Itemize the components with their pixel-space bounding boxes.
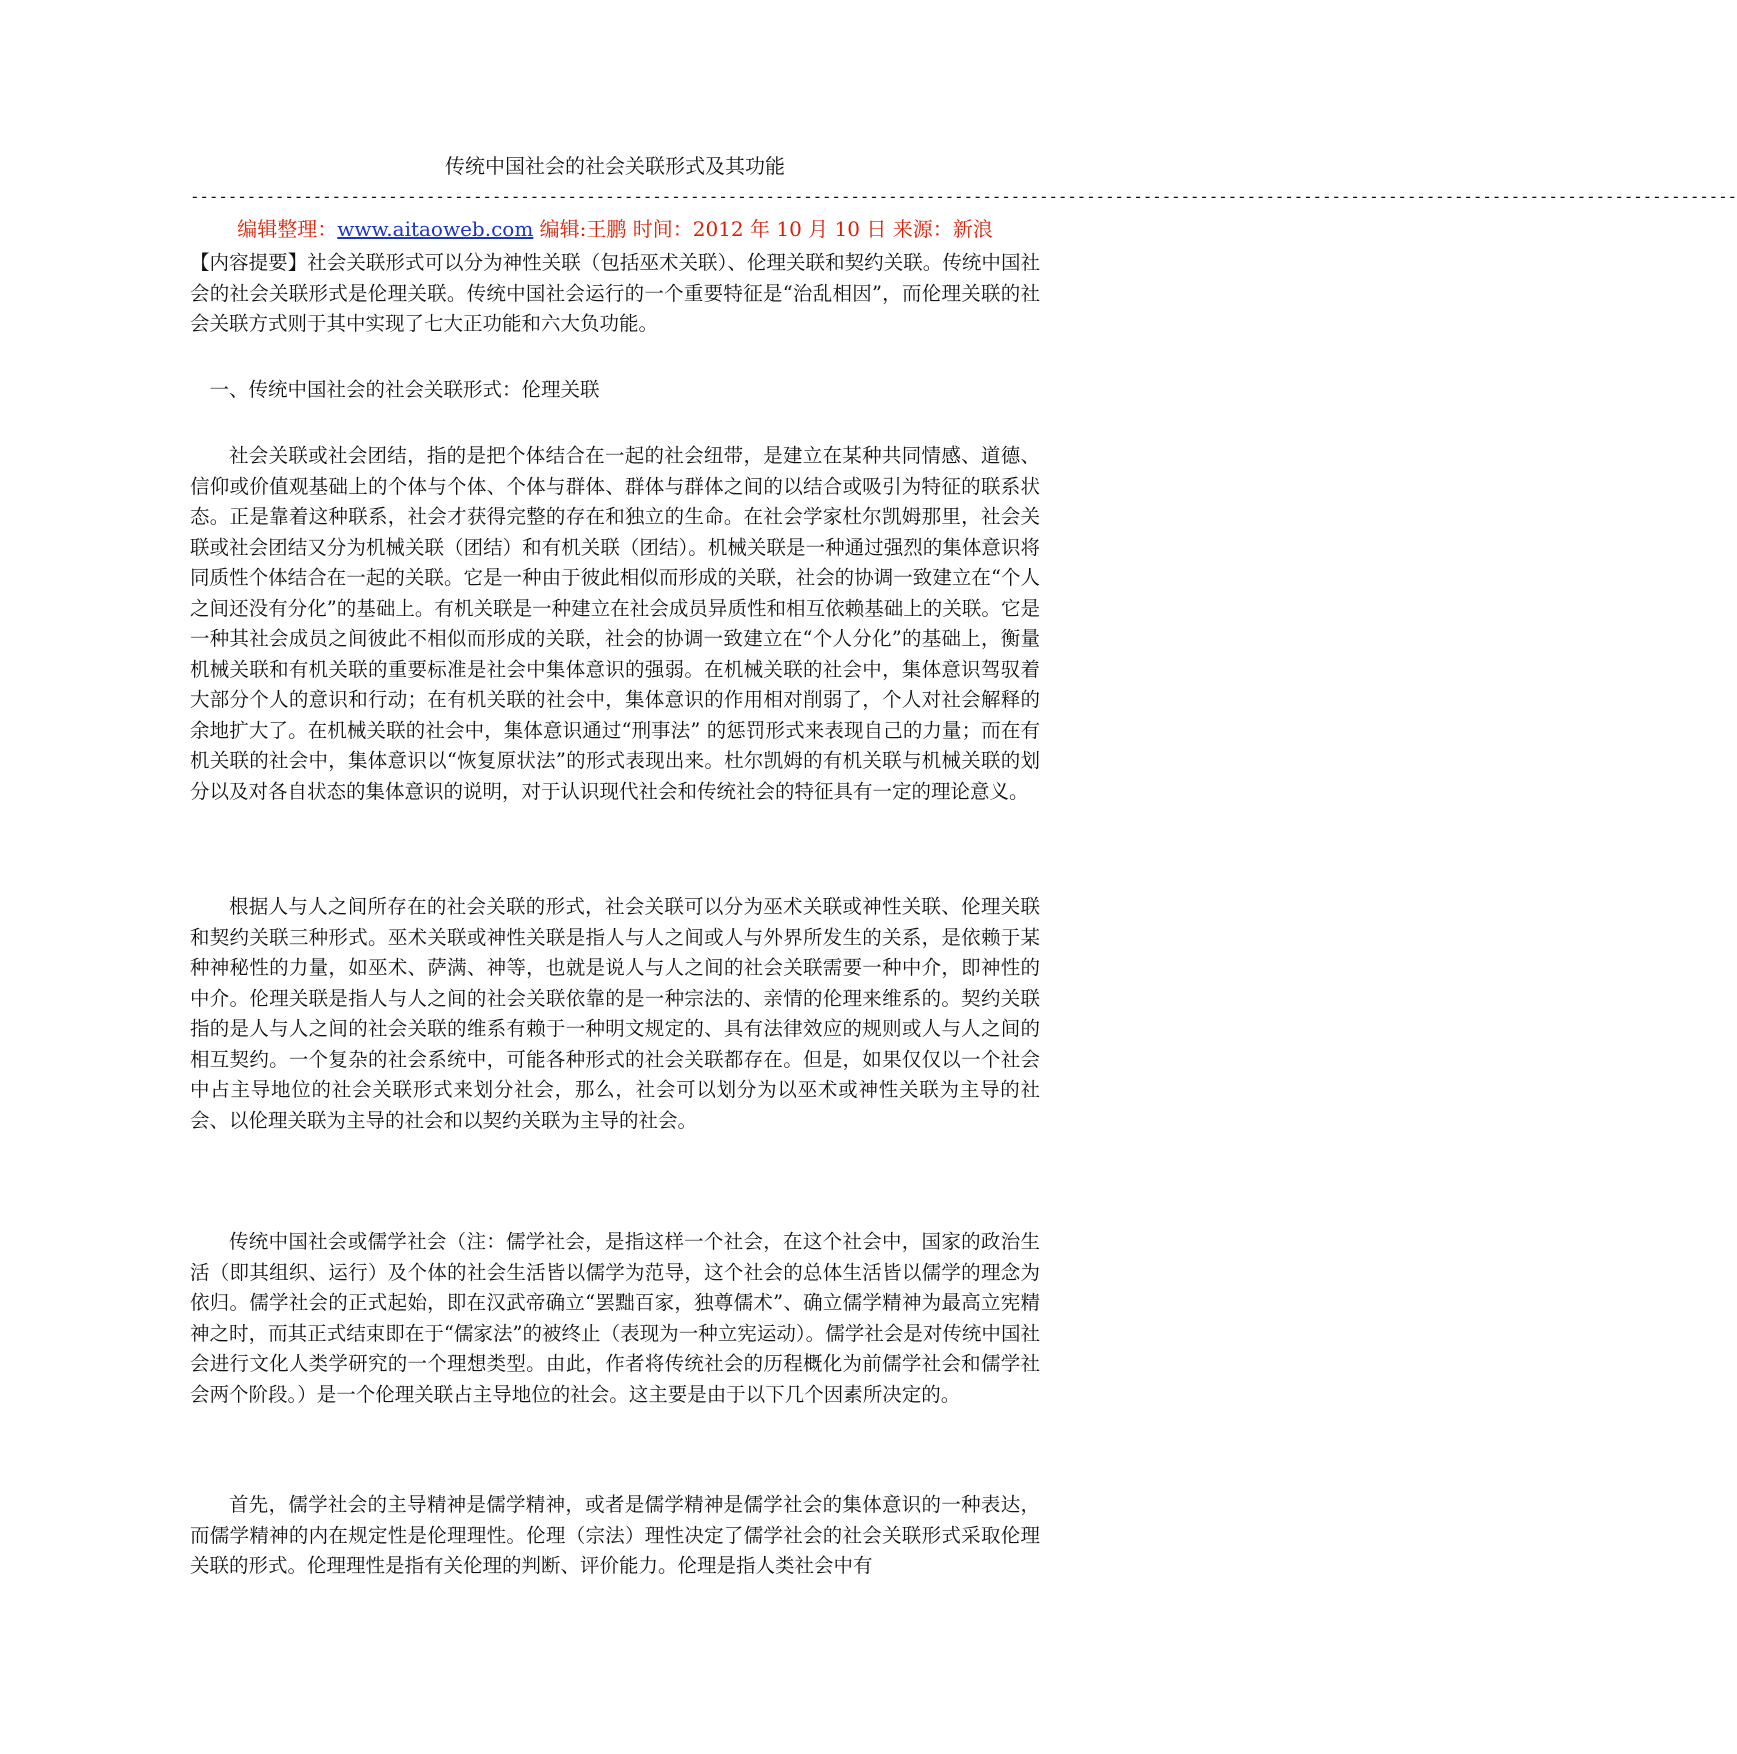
document-title: 传统中国社会的社会关联形式及其功能	[445, 154, 785, 178]
paragraph: 社会关联或社会团结，指的是把个体结合在一起的社会纽带，是建立在某种共同情感、道德、信仰或价值观基础上的个体与个体、个体与群体、群体与群体之间的以结合或吸引为特征的联系状态。正是靠着这种联系，社会才获得完整的存在和独立的生命。在社会学家杜尔凯姆那里，社会关联或社会团结又分为机械关联（团结）和有机关联（团结）。机械关联是一种通过强烈的集体意识将同质性个体结合在一起的关联。它是一种由于彼此相似而形成的关联，社会的协调一致建立在“个人之间还没有分化”的基础上。有机关联是一种建立在社会成员异质性和相互依赖基础上的关联。它是一种其社会成员之间彼此不相似而形成的关联，社会的协调一致建立在“个人分化”的基础上，衡量机械关联和有机关联的重要标准是社会中集体意识的强弱。在机械关联的社会中，集体意识驾驭着大部分个人的意识和行动；在有机关联的社会中，集体意识的作用相对削弱了，个人对社会解释的余地扩大了。在机械关联的社会中，集体意识通过“刑事法” 的惩罚形式来表现自己的力量；而在有机关联的社会中，集体意识以“恢复原状法”的形式表现出来。杜尔凯姆的有机关联与机械关联的划分以及对各自状态的集体意识的说明，对于认识现代社会和传统社会的特征具有一定的理论意义。	[190, 444, 1040, 803]
source: 来源：新浪	[892, 217, 993, 241]
website-link[interactable]: www.aitaoweb.com	[337, 217, 534, 241]
editor-label: 编辑整理：	[237, 217, 338, 241]
dashed-divider: --------------------------------------------------------------------------------------------------------------------------------------------------------------------	[190, 187, 1737, 206]
paragraph: 首先，儒学社会的主导精神是儒学精神，或者是儒学精神是儒学社会的集体意识的一种表达，而儒学精神的内在规定性是伦理理性。伦理（宗法）理性决定了儒学社会的社会关联形式采取伦理关联的形式。伦理理性是指有关伦理的判断、评价能力。伦理是指人类社会中有	[190, 1493, 1040, 1577]
publish-time: 时间：2012 年 10 月 10 日	[632, 217, 893, 241]
paragraph: 根据人与人之间所存在的社会关联的形式，社会关联可以分为巫术关联或神性关联、伦理关联和契约关联三种形式。巫术关联或神性关联是指人与人之间或人与外界所发生的关系，是依赖于某种神秘性的力量，如巫术、萨满、神等，也就是说人与人之间的社会关联需要一种中介，即神性的中介。伦理关联是指人与人之间的社会关联依靠的是一种宗法的、亲情的伦理来维系的。契约关联指的是人与人之间的社会关联的维系有赖于一种明文规定的、具有法律效应的规则或人与人之间的相互契约。一个复杂的社会系统中，可能各种形式的社会关联都存在。但是，如果仅仅以一个社会中占主导地位的社会关联形式来划分社会，那么，社会可以划分为以巫术或神性关联为主导的社会、以伦理关联为主导的社会和以契约关联为主导的社会。	[190, 895, 1040, 1132]
section-heading: 一、传统中国社会的社会关联形式：伦理关联	[209, 378, 600, 401]
paragraph: 传统中国社会或儒学社会（注：儒学社会，是指这样一个社会，在这个社会中，国家的政治生活（即其组织、运行）及个体的社会生活皆以儒学为范导，这个社会的总体生活皆以儒学的理念为依归。儒学社会的正式起始，即在汉武帝确立“罢黜百家，独尊儒术”、确立儒学精神为最高立宪精神之时，而其正式结束即在于“儒家法”的被终止（表现为一种立宪运动）。儒学社会是对传统中国社会进行文化人类学研究的一个理想类型。由此，作者将传统社会的历程概化为前儒学社会和儒学社会两个阶段。）是一个伦理关联占主导地位的社会。这主要是由于以下几个因素所决定的。	[190, 1230, 1040, 1406]
abstract: 【内容提要】社会关联形式可以分为神性关联（包括巫术关联）、伦理关联和契约关联。传统中国社会的社会关联形式是伦理关联。传统中国社会运行的一个重要特征是“治乱相因”，而伦理关联的社会关联方式则于其中实现了七大正功能和六大负功能。	[190, 251, 1040, 335]
editor-name: 编辑:王鹏	[533, 217, 633, 241]
article-meta	[190, 215, 1040, 243]
